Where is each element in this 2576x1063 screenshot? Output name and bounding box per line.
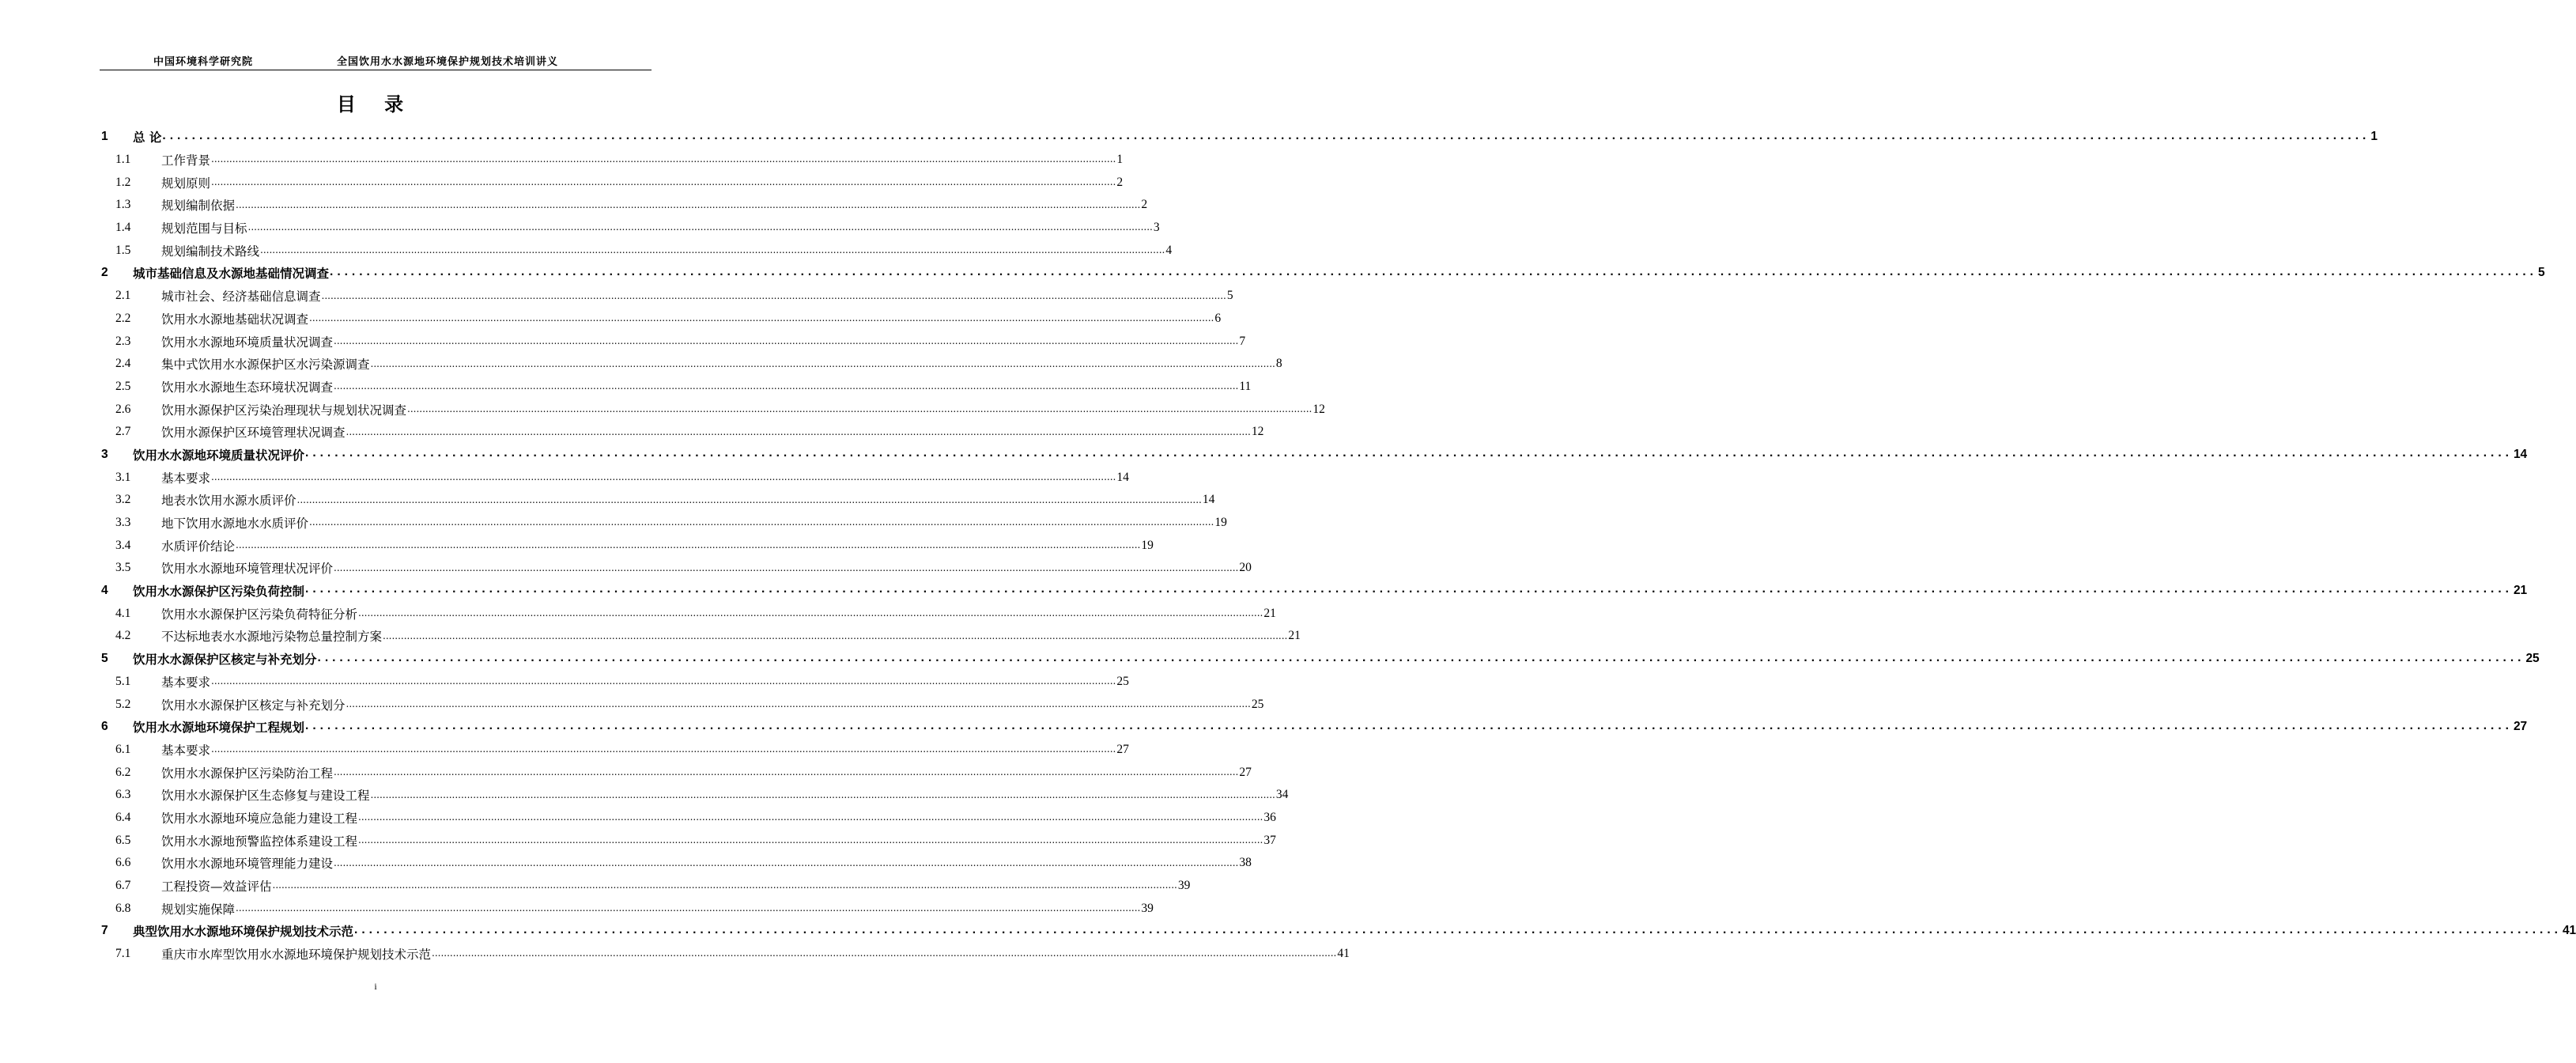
toc-entry-label: 城市基础信息及水源地基础情况调查 <box>133 267 330 282</box>
toc-dot-leader: ............................................................................................................................................................................................................................................................................................................ <box>211 675 1116 687</box>
toc-section-entry[interactable] <box>100 829 1276 852</box>
toc-entry-page: 12 <box>1313 402 1325 416</box>
toc-entry-label: 饮用水水源保护区污染负荷特征分析 <box>161 607 358 622</box>
header-institution: 中国环境科学研究院 <box>153 56 254 68</box>
toc-section-entry[interactable] <box>100 557 1252 580</box>
toc-entry-number: 6.1 <box>115 742 131 756</box>
toc-entry-number: 7.1 <box>115 947 131 961</box>
toc-section-entry[interactable] <box>100 194 1148 217</box>
toc-entry-number: 5.1 <box>115 674 131 688</box>
toc-entry-label: 水质评价结论 <box>161 539 236 554</box>
toc-entry-page: 19 <box>1141 538 1154 552</box>
toc-entry-number: 5 <box>101 652 108 666</box>
toc-entry-page: 27 <box>1239 765 1252 779</box>
toc-entry-number: 6 <box>101 720 108 734</box>
toc-entry-page: 4 <box>1165 243 1173 257</box>
toc-entry-label: 基本要求 <box>161 675 211 690</box>
toc-entry-number: 5.2 <box>115 697 131 711</box>
toc-dot-leader: ............................................................................................................................................................................................................................................................................................................ <box>236 902 1141 914</box>
page-number: i <box>374 981 377 992</box>
toc-dot-leader: ............................................................................................................................................................................................................................................................................................................ <box>334 857 1239 868</box>
toc-entry-label: 饮用水水源保护区污染负荷控制 <box>133 584 305 600</box>
table-of-contents <box>100 126 2576 965</box>
toc-entry-page: 39 <box>1141 901 1154 915</box>
toc-dot-leader: ............................................................................................................................................................................................................................................................................................................ <box>317 650 2525 664</box>
toc-dot-leader: ............................................................................................................................................................................................................................................................................................................ <box>211 176 1116 188</box>
toc-dot-leader: ............................................................................................................................................................................................................................................................................................................ <box>358 811 1263 823</box>
toc-chapter-entry[interactable] <box>100 262 2545 285</box>
toc-section-entry[interactable] <box>100 489 1215 512</box>
toc-entry-number: 3.1 <box>115 470 131 484</box>
toc-dot-leader: ............................................................................................................................................................................................................................................................................................................ <box>407 403 1313 414</box>
toc-entry-label: 饮用水水源保护区污染防治工程 <box>161 766 334 781</box>
toc-entry-label: 饮用水水源地环境管理能力建设 <box>161 857 334 872</box>
toc-dot-leader: ............................................................................................................................................................................................................................................................................................................ <box>305 718 2513 732</box>
toc-entry-number: 3.4 <box>115 538 131 552</box>
toc-section-entry[interactable] <box>100 761 1252 784</box>
toc-entry-number: 6.2 <box>115 765 131 779</box>
toc-entry-page: 14 <box>2513 447 2528 461</box>
toc-entry-page: 20 <box>1239 561 1252 575</box>
toc-entry-label: 重庆市水库型饮用水水源地环境保护规划技术示范 <box>161 948 432 963</box>
toc-section-entry[interactable] <box>100 217 1160 240</box>
toc-entry-number: 6.4 <box>115 810 131 824</box>
toc-entry-page: 1 <box>2370 130 2378 144</box>
toc-dot-leader: ............................................................................................................................................................................................................................................................................................................ <box>334 562 1239 573</box>
toc-entry-label: 饮用水水源地环境应急能力建设工程 <box>161 811 358 826</box>
toc-entry-label: 集中式饮用水水源保护区水污染源调查 <box>161 357 370 373</box>
toc-entry-page: 6 <box>1214 311 1222 325</box>
toc-section-entry[interactable] <box>100 149 1124 172</box>
toc-dot-leader: ............................................................................................................................................................................................................................................................................................................ <box>211 743 1116 755</box>
toc-section-entry[interactable] <box>100 239 1173 262</box>
toc-dot-leader: ............................................................................................................................................................................................................................................................................................................ <box>334 335 1239 346</box>
toc-entry-label: 典型饮用水水源地环境保护规划技术示范 <box>133 925 354 940</box>
toc-section-entry[interactable] <box>100 784 1289 807</box>
toc-entry-label: 饮用水水源保护区生态修复与建设工程 <box>161 789 370 804</box>
toc-entry-label: 地下饮用水源地水水质评价 <box>161 516 309 532</box>
toc-entry-label: 工作背景 <box>161 153 211 168</box>
toc-entry-number: 3 <box>101 447 108 461</box>
toc-section-entry[interactable] <box>100 421 1264 444</box>
toc-entry-page: 34 <box>1275 788 1289 802</box>
toc-entry-number: 3.5 <box>115 561 131 575</box>
toc-entry-number: 4.1 <box>115 606 131 620</box>
toc-entry-page: 5 <box>1226 289 1233 303</box>
toc-entry-page: 37 <box>1263 833 1276 847</box>
toc-dot-leader: ............................................................................................................................................................................................................................................................................................................ <box>383 630 1288 641</box>
toc-entry-label: 基本要求 <box>161 743 211 758</box>
toc-section-entry[interactable] <box>100 398 1325 421</box>
toc-entry-label: 不达标地表水水源地污染物总量控制方案 <box>161 630 383 645</box>
toc-entry-page: 25 <box>1116 674 1129 688</box>
toc-entry-label: 规划编制依据 <box>161 199 236 214</box>
toc-entry-label: 饮用水水源保护区核定与补充划分 <box>161 698 346 713</box>
toc-entry-page: 27 <box>2513 720 2528 734</box>
toc-entry-number: 2.6 <box>115 402 131 416</box>
toc-entry-page: 39 <box>1177 879 1191 893</box>
toc-chapter-entry[interactable] <box>100 444 2528 467</box>
toc-entry-page: 2 <box>1116 175 1124 189</box>
toc-entry-page: 1 <box>1116 153 1124 167</box>
toc-entry-page: 25 <box>2525 652 2540 666</box>
toc-entry-page: 21 <box>2513 584 2528 598</box>
toc-entry-number: 3.3 <box>115 516 131 530</box>
toc-chapter-entry[interactable] <box>100 126 2378 149</box>
page-header <box>100 52 652 70</box>
toc-entry-page: 36 <box>1263 810 1276 824</box>
toc-entry-number: 6.5 <box>115 833 131 847</box>
toc-entry-number: 4 <box>101 584 108 598</box>
toc-entry-page: 12 <box>1251 425 1264 439</box>
toc-section-entry[interactable] <box>100 512 1227 535</box>
toc-entry-number: 1.3 <box>115 198 131 212</box>
toc-entry-number: 3.2 <box>115 493 131 507</box>
toc-entry-number: 1 <box>101 130 108 144</box>
toc-section-entry[interactable] <box>100 308 1222 331</box>
toc-dot-leader: ............................................................................................................................................................................................................................................................................................................ <box>346 426 1251 437</box>
toc-entry-page: 14 <box>1116 470 1129 484</box>
toc-section-entry[interactable] <box>100 625 1301 648</box>
toc-dot-leader: ............................................................................................................................................................................................................................................................................................................ <box>432 948 1337 959</box>
toc-entry-number: 2.1 <box>115 289 131 303</box>
toc-entry-number: 2.3 <box>115 334 131 348</box>
toc-entry-page: 11 <box>1239 379 1252 393</box>
toc-section-entry[interactable] <box>100 693 1264 716</box>
toc-section-entry[interactable] <box>100 897 1154 920</box>
toc-entry-label: 饮用水水源地环境质量状况调查 <box>161 335 334 350</box>
toc-section-entry[interactable] <box>100 875 1191 898</box>
toc-entry-label: 饮用水水源保护区核定与补充划分 <box>133 653 317 668</box>
toc-chapter-entry[interactable] <box>100 648 2540 671</box>
toc-entry-label: 城市社会、经济基础信息调查 <box>161 289 321 305</box>
toc-dot-leader: ............................................................................................................................................................................................................................................................................................................ <box>370 357 1275 369</box>
toc-entry-number: 6.6 <box>115 856 131 870</box>
toc-entry-page: 21 <box>1288 629 1301 643</box>
toc-dot-leader: ............................................................................................................................................................................................................................................................................................................ <box>236 539 1141 551</box>
toc-entry-label: 饮用水水源地环境保护工程规划 <box>133 721 305 736</box>
toc-entry-label: 规划实施保障 <box>161 902 236 917</box>
toc-entry-page: 19 <box>1214 516 1227 530</box>
toc-entry-label: 饮用水源保护区污染治理现状与规划状况调查 <box>161 403 407 418</box>
toc-entry-number: 6.3 <box>115 788 131 802</box>
toc-dot-leader: ............................................................................................................................................................................................................................................................................................................ <box>211 153 1116 165</box>
toc-chapter-entry[interactable] <box>100 580 2528 603</box>
toc-entry-label: 饮用水水源地基础状况调查 <box>161 312 309 327</box>
toc-dot-leader: ............................................................................................................................................................................................................................................................................................................ <box>305 446 2513 460</box>
toc-chapter-entry[interactable] <box>100 920 2576 943</box>
toc-entry-label: 饮用水水源地预警监控体系建设工程 <box>161 834 358 849</box>
toc-entry-page: 27 <box>1116 742 1129 756</box>
toc-dot-leader: ............................................................................................................................................................................................................................................................................................................ <box>162 128 2370 142</box>
toc-entry-page: 5 <box>2537 266 2545 280</box>
toc-dot-leader: ............................................................................................................................................................................................................................................................................................................ <box>370 789 1275 800</box>
toc-section-entry[interactable] <box>100 376 1252 399</box>
toc-section-entry[interactable] <box>100 943 1350 966</box>
toc-entry-page: 14 <box>1202 493 1215 507</box>
toc-section-entry[interactable] <box>100 671 1129 694</box>
toc-dot-leader: ............................................................................................................................................................................................................................................................................................................ <box>358 834 1263 845</box>
toc-dot-leader: ............................................................................................................................................................................................................................................................................................................ <box>354 922 2562 936</box>
toc-entry-page: 41 <box>2562 924 2576 938</box>
toc-dot-leader: ............................................................................................................................................................................................................................................................................................................ <box>272 880 1177 891</box>
toc-entry-number: 2.2 <box>115 311 131 325</box>
toc-section-entry[interactable] <box>100 353 1282 376</box>
toc-section-entry[interactable] <box>100 602 1276 625</box>
toc-entry-number: 1.1 <box>115 153 131 167</box>
toc-entry-label: 饮用水源保护区环境管理状况调查 <box>161 426 346 441</box>
toc-dot-leader: ............................................................................................................................................................................................................................................................................................................ <box>334 380 1239 392</box>
toc-entry-number: 6.8 <box>115 901 131 915</box>
toc-entry-label: 地表水饮用水源水质评价 <box>161 494 297 509</box>
toc-dot-leader: ............................................................................................................................................................................................................................................................................................................ <box>211 471 1116 482</box>
toc-dot-leader: ............................................................................................................................................................................................................................................................................................................ <box>330 264 2537 278</box>
toc-entry-label: 饮用水水源地生态环境状况调查 <box>161 380 334 395</box>
toc-entry-page: 7 <box>1239 334 1246 348</box>
toc-section-entry[interactable] <box>100 330 1246 353</box>
toc-dot-leader: ............................................................................................................................................................................................................................................................................................................ <box>358 607 1263 619</box>
toc-entry-number: 2.7 <box>115 425 131 439</box>
toc-entry-label: 总 论 <box>133 131 162 146</box>
toc-dot-leader: ............................................................................................................................................................................................................................................................................................................ <box>260 244 1165 256</box>
toc-entry-page: 38 <box>1239 856 1252 870</box>
toc-entry-page: 41 <box>1337 947 1350 961</box>
toc-section-entry[interactable] <box>100 534 1154 557</box>
toc-section-entry[interactable] <box>100 739 1129 762</box>
toc-entry-label: 饮用水水源地环境质量状况评价 <box>133 448 305 463</box>
toc-chapter-entry[interactable] <box>100 716 2528 739</box>
toc-entry-number: 2.4 <box>115 357 131 371</box>
toc-dot-leader: ............................................................................................................................................................................................................................................................................................................ <box>247 221 1153 233</box>
header-document-title: 全国饮用水水源地环境保护规划技术培训讲义 <box>337 56 559 68</box>
toc-dot-leader: ............................................................................................................................................................................................................................................................................................................ <box>309 312 1214 324</box>
toc-dot-leader: ............................................................................................................................................................................................................................................................................................................ <box>236 199 1141 210</box>
toc-entry-number: 6.7 <box>115 879 131 893</box>
toc-entry-label: 饮用水水源地环境管理状况评价 <box>161 562 334 577</box>
toc-section-entry[interactable] <box>100 171 1124 194</box>
toc-section-entry[interactable] <box>100 807 1276 830</box>
toc-entry-label: 工程投资—效益评估 <box>161 880 272 895</box>
toc-title: 目 录 <box>336 93 415 115</box>
toc-entry-page: 3 <box>1153 221 1160 235</box>
toc-entry-label: 规划原则 <box>161 176 211 191</box>
toc-entry-page: 2 <box>1141 198 1148 212</box>
toc-dot-leader: ............................................................................................................................................................................................................................................................................................................ <box>309 516 1214 528</box>
toc-entry-number: 1.5 <box>115 243 131 257</box>
toc-dot-leader: ............................................................................................................................................................................................................................................................................................................ <box>346 698 1251 709</box>
toc-entry-number: 1.2 <box>115 175 131 189</box>
toc-entry-number: 4.2 <box>115 629 131 643</box>
toc-entry-page: 8 <box>1275 357 1282 371</box>
toc-dot-leader: ............................................................................................................................................................................................................................................................................................................ <box>305 582 2513 596</box>
toc-dot-leader: ............................................................................................................................................................................................................................................................................................................ <box>334 766 1239 777</box>
toc-dot-leader: ............................................................................................................................................................................................................................................................................................................ <box>297 494 1202 505</box>
toc-section-entry[interactable] <box>100 852 1252 875</box>
toc-entry-number: 2.5 <box>115 379 131 393</box>
toc-entry-label: 规划范围与目标 <box>161 221 247 236</box>
toc-section-entry[interactable] <box>100 285 1233 308</box>
toc-dot-leader: ............................................................................................................................................................................................................................................................................................................ <box>321 289 1226 301</box>
toc-entry-number: 7 <box>101 924 108 938</box>
toc-section-entry[interactable] <box>100 466 1129 489</box>
toc-entry-label: 规划编制技术路线 <box>161 244 260 259</box>
toc-entry-label: 基本要求 <box>161 471 211 486</box>
toc-entry-number: 1.4 <box>115 221 131 235</box>
toc-entry-number: 2 <box>101 266 108 280</box>
toc-entry-page: 21 <box>1263 606 1276 620</box>
toc-entry-page: 25 <box>1251 697 1264 711</box>
